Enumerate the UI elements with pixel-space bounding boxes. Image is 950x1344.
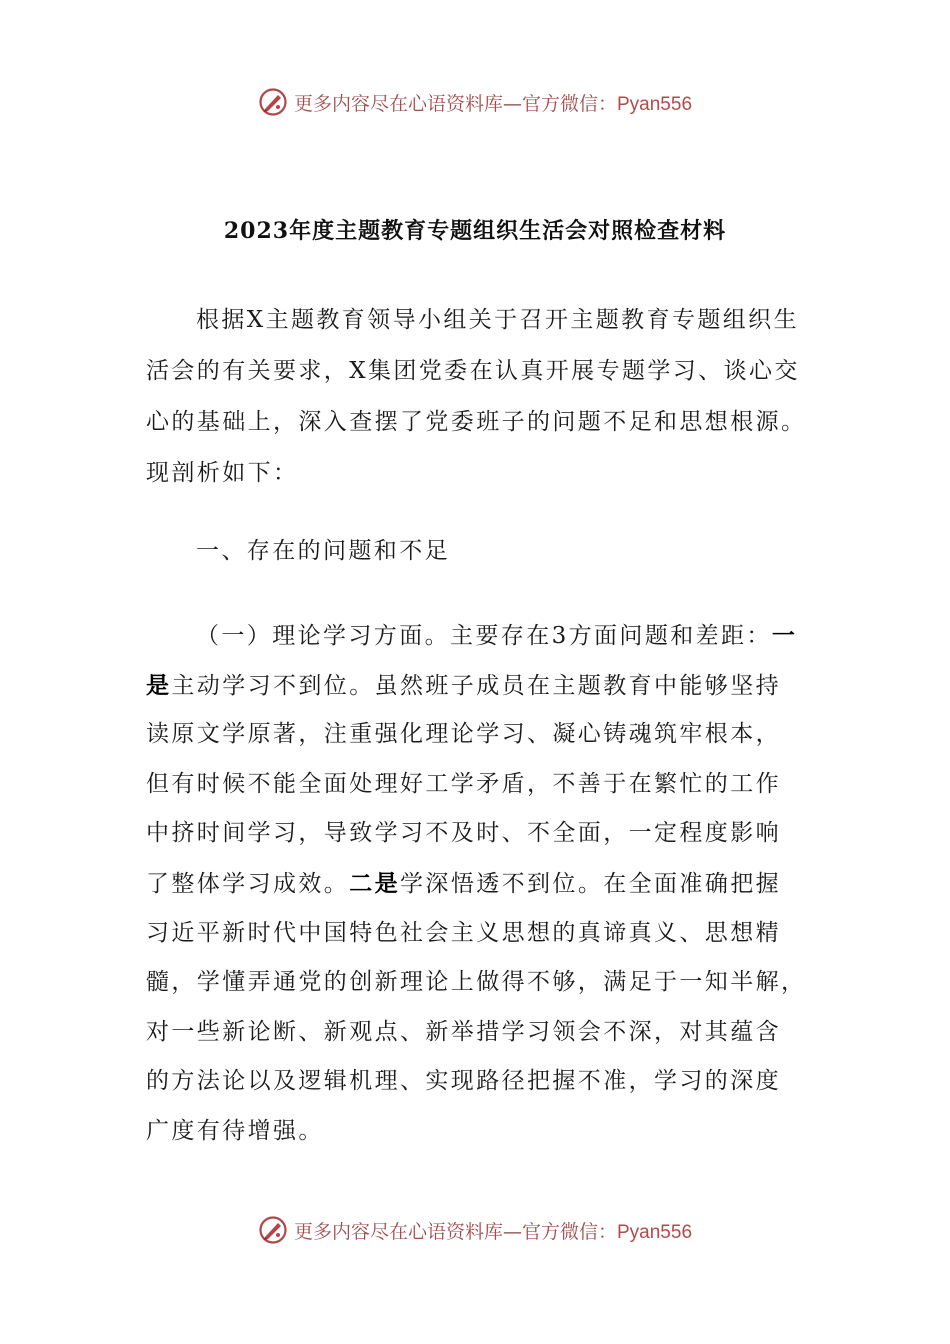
pen-seal-logo-icon <box>258 87 288 117</box>
section-line: 中挤时间学习，导致学习不及时、不全面，一定程度影响 <box>146 820 781 847</box>
bold-marker-first: 一 <box>771 622 798 649</box>
bold-marker-second: 二是 <box>349 869 401 897</box>
section-line-text: 主动学习不到位。虽然班子成员在主题教育中能够坚持 <box>171 672 782 699</box>
section-line: 习近平新时代中国特色社会主义思想的真谛真义、思想精 <box>146 919 781 946</box>
section-line-text: （一）理论学习方面。主要存在3方面问题和差距： <box>196 623 772 649</box>
intro-line: 心的基础上，深入查摆了党委班子的问题不足和思想根源。 <box>146 409 807 435</box>
heading-text: 一、存在的问题和不足 <box>196 538 450 564</box>
pen-seal-logo-icon <box>258 1215 288 1245</box>
bold-marker-first-tail: 是 <box>146 671 172 699</box>
section-line <box>146 611 808 661</box>
footer-wechat-id: Pyan556 <box>617 1221 693 1243</box>
section-1-paragraph <box>146 611 808 1157</box>
footer-wechat-label: 官方微信： <box>521 1220 617 1243</box>
intro-line: 活会的有关要求，X集团党委在认真开展专题学习、谈心交 <box>146 358 800 384</box>
footer-banner <box>0 1210 950 1250</box>
header-wechat-id: Pyan556 <box>617 93 693 115</box>
document-title: 2023年度主题教育专题组织生活会对照检查材料 <box>223 218 727 244</box>
section-line-text: 了整体学习成效。 <box>146 870 350 897</box>
section-line <box>146 661 808 711</box>
section-line: 对一些新论断、新观点、新举措学习领会不深，对其蕴含 <box>146 1018 781 1045</box>
section-line: 读原文学原著，注重强化理论学习、凝心铸魂筑牢根本， <box>146 721 781 748</box>
section-line-text: 学深悟透不到位。在全面准确把握 <box>400 870 782 897</box>
section-line: 的方法论以及逻辑机理、实现路径把握不准，学习的深度 <box>146 1068 781 1095</box>
section-line <box>146 859 808 909</box>
header-banner <box>0 82 950 122</box>
intro-line: 现剖析如下： <box>146 460 299 486</box>
header-banner-separator: — <box>502 92 522 115</box>
intro-paragraph <box>146 295 808 499</box>
header-banner-title: 更多内容尽在心语资料库 <box>293 92 503 115</box>
header-banner-text <box>294 89 692 116</box>
intro-line: 根据X主题教育领导小组关于召开主题教育专题组织生 <box>196 307 799 333</box>
footer-banner-separator: — <box>502 1220 522 1243</box>
section-line: 髓，学懂弄通党的创新理论上做得不够，满足于一知半解， <box>146 969 807 996</box>
footer-banner-title: 更多内容尽在心语资料库 <box>293 1220 503 1243</box>
header-wechat-label: 官方微信： <box>521 92 617 115</box>
section-line: 广度有待增强。 <box>146 1117 324 1144</box>
section-heading-1 <box>146 526 808 576</box>
footer-banner-text <box>294 1217 692 1244</box>
section-line: 但有时候不能全面处理好工学矛盾，不善于在繁忙的工作 <box>146 770 781 797</box>
